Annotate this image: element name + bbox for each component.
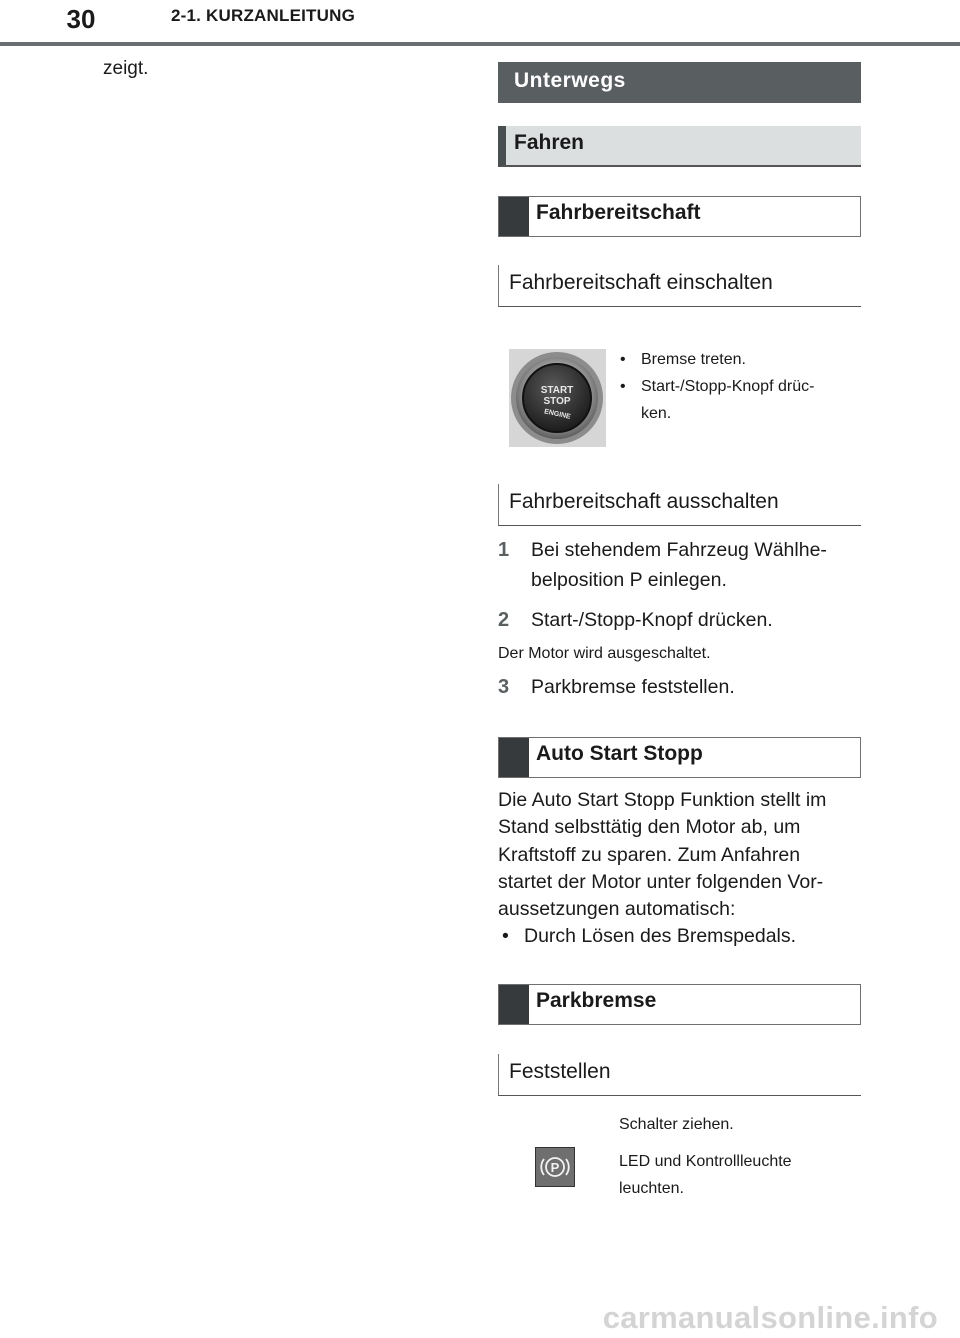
bullet-text: ken. — [641, 405, 672, 422]
paragraph-line: Die Auto Start Stopp Funktion stellt im — [498, 789, 827, 811]
paragraph-line: startet der Motor unter folgenden Vor- — [498, 870, 824, 893]
parking-brake-icon — [536, 1148, 574, 1186]
bullet-dot: • — [620, 378, 626, 395]
step-text: Start-/Stopp-Knopf drücken. — [531, 609, 773, 631]
note-text: Der Motor wird ausgeschaltet. — [498, 645, 711, 662]
list-item — [498, 923, 868, 950]
paragraph-line: aussetzungen automatisch: — [498, 898, 736, 921]
subheading-feststellen: Feststellen — [498, 1054, 861, 1096]
step-1 — [498, 535, 861, 595]
subheading-ausschalten: Fahrbereitschaft ausschalten — [498, 484, 861, 526]
step-text: belposition P einlegen. — [531, 569, 727, 591]
subsection-title: Fahren — [498, 126, 861, 167]
heading-auto-start-stopp — [498, 737, 861, 778]
heading-parkbremse — [498, 984, 861, 1025]
start-stop-button-icon — [509, 349, 606, 447]
page-number: 30 — [66, 4, 96, 34]
section-title: Unterwegs — [498, 62, 861, 103]
step-text: Parkbremse feststellen. — [531, 676, 735, 698]
bullet-dot: • — [502, 925, 509, 948]
heading-fahrbereitschaft — [498, 196, 861, 237]
list-item — [620, 373, 850, 400]
button-label-stop: STOP — [543, 396, 571, 407]
button-label-start: START — [540, 385, 574, 396]
button-label-engine: ENGINE — [543, 408, 572, 421]
bullet-text: Bremse treten. — [641, 351, 746, 368]
start-stop-button-image — [509, 349, 606, 447]
instruction-text: Schalter ziehen. — [619, 1116, 734, 1133]
step-number: 2 — [498, 609, 510, 631]
parking-brake-letter: P — [550, 1160, 560, 1175]
step-text: Bei stehendem Fahrzeug Wählhe- — [531, 539, 827, 561]
step-3 — [498, 672, 861, 702]
parking-brake-switch-image — [535, 1147, 575, 1187]
left-column-text: zeigt. — [103, 58, 149, 79]
heading-block — [499, 985, 529, 1024]
paragraph-line: Stand selbsttätig den Motor ab, um — [498, 816, 801, 839]
list-item — [620, 346, 850, 373]
heading-block — [499, 197, 529, 236]
chapter-title: 2-1. KURZANLEITUNG — [171, 6, 355, 25]
heading-block — [499, 738, 529, 777]
watermark: carmanualsonline.info — [602, 1300, 938, 1335]
led-note — [619, 1148, 792, 1202]
step-2 — [498, 605, 861, 635]
heading-text: Auto Start Stopp — [536, 742, 703, 765]
step-number: 1 — [498, 539, 510, 561]
list-item-continuation — [620, 400, 850, 427]
auto-start-stopp-paragraph — [498, 787, 868, 951]
heading-text: Fahrbereitschaft — [536, 201, 701, 224]
led-note-line: LED und Kontrollleuchte — [619, 1153, 792, 1170]
bullet-list-einschalten — [620, 346, 850, 427]
bullet-text: Start-/Stopp-Knopf drüc- — [641, 378, 815, 395]
led-note-line: leuchten. — [619, 1180, 684, 1197]
bullet-text: Durch Lösen des Bremspedals. — [524, 925, 797, 948]
header-rule — [0, 42, 960, 46]
paragraph-line: Kraftstoff zu sparen. Zum Anfahren — [498, 843, 801, 866]
bullet-dot: • — [620, 351, 626, 368]
heading-text: Parkbremse — [536, 989, 657, 1012]
step-number: 3 — [498, 676, 510, 698]
subheading-einschalten: Fahrbereitschaft einschalten — [498, 265, 861, 307]
